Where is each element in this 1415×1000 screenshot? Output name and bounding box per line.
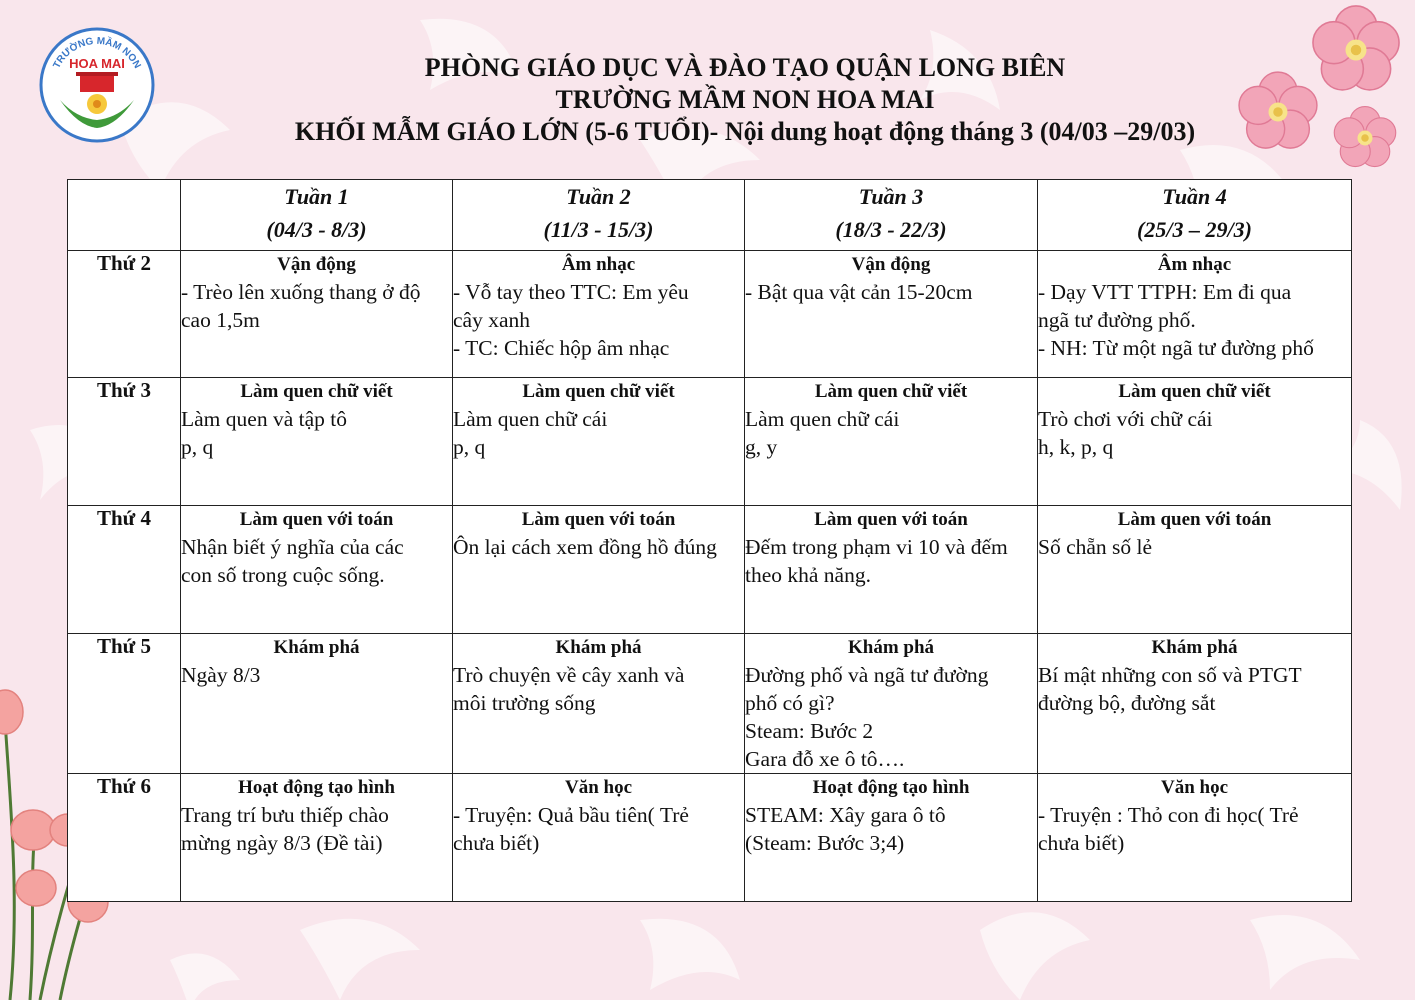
activity-detail: - Truyện: Quả bầu tiên( Trẻ bbox=[453, 803, 689, 827]
table-row bbox=[68, 506, 1352, 634]
activity-detail: Số chẵn số lẻ bbox=[1038, 535, 1153, 559]
activity-detail: ngã tư đường phố. bbox=[1038, 308, 1196, 332]
activity-cell bbox=[181, 378, 453, 506]
activity-detail: - Vỗ tay theo TTC: Em yêu bbox=[453, 280, 689, 304]
activity-detail: đường bộ, đường sắt bbox=[1038, 691, 1216, 715]
activity-subject: Làm quen với toán bbox=[239, 509, 394, 530]
activity-subject: Văn học bbox=[564, 777, 633, 798]
activity-cell bbox=[745, 774, 1038, 902]
week-header-1: Tuần 1 (04/3 - 8/3) bbox=[181, 180, 453, 251]
activity-detail: mừng ngày 8/3 (Đề tài) bbox=[181, 831, 383, 855]
school-title: TRƯỜNG MẦM NON HOA MAI bbox=[555, 85, 935, 114]
activity-detail: - Dạy VTT TTPH: Em đi qua bbox=[1038, 280, 1292, 304]
activity-subject: Làm quen chữ viết bbox=[240, 381, 393, 402]
logo-name: HOA MAI bbox=[69, 56, 125, 71]
activity-subject: Hoạt động tạo hình bbox=[238, 777, 395, 798]
activity-schedule-table bbox=[67, 179, 1352, 902]
activity-cell bbox=[1038, 506, 1352, 634]
activity-detail: p, q bbox=[181, 435, 214, 459]
activity-subject: Làm quen chữ viết bbox=[522, 381, 675, 402]
activity-detail: Steam: Bước 2 bbox=[745, 719, 874, 743]
activity-cell bbox=[453, 378, 745, 506]
table-row bbox=[68, 251, 1352, 378]
table-header-row bbox=[68, 180, 1352, 251]
activity-detail: chưa biết) bbox=[453, 831, 540, 855]
week-header-2: Tuần 2 (11/3 - 15/3) bbox=[453, 180, 745, 251]
activity-subject: Vận động bbox=[851, 254, 931, 275]
activity-subject: Khám phá bbox=[555, 637, 642, 658]
activity-detail: Ôn lại cách xem đồng hồ đúng bbox=[453, 535, 717, 559]
activity-detail: cây xanh bbox=[453, 308, 531, 332]
activity-detail: (Steam: Bước 3;4) bbox=[745, 831, 905, 855]
activity-detail: - Truyện : Thỏ con đi học( Trẻ bbox=[1038, 803, 1299, 827]
activity-detail: cao 1,5m bbox=[181, 308, 260, 332]
activity-detail: Trò chuyện về cây xanh và bbox=[453, 663, 685, 687]
activity-detail: Đường phố và ngã tư đường bbox=[745, 663, 989, 687]
activity-detail: h, k, p, q bbox=[1038, 435, 1114, 459]
activity-cell bbox=[453, 506, 745, 634]
activity-detail: p, q bbox=[453, 435, 486, 459]
activity-detail: Ngày 8/3 bbox=[181, 663, 261, 687]
activity-detail: con số trong cuộc sống. bbox=[181, 563, 385, 587]
activity-detail: Nhận biết ý nghĩa của các bbox=[181, 535, 404, 559]
activity-subject: Vận động bbox=[277, 254, 356, 275]
activity-cell bbox=[181, 774, 453, 902]
activity-detail: - NH: Từ một ngã tư đường phố bbox=[1038, 336, 1314, 360]
activity-subject: Khám phá bbox=[273, 637, 360, 658]
day-label: Thứ 6 bbox=[68, 774, 181, 902]
activity-cell bbox=[1038, 774, 1352, 902]
activity-subject: Khám phá bbox=[1151, 637, 1238, 658]
activity-detail: Trang trí bưu thiếp chào bbox=[181, 803, 389, 827]
activity-detail: Gara đỗ xe ô tô…. bbox=[745, 747, 905, 771]
activity-subject: Làm quen chữ viết bbox=[1118, 381, 1271, 402]
activity-subject: Hoạt động tạo hình bbox=[812, 777, 970, 798]
activity-subject: Khám phá bbox=[847, 637, 935, 658]
activity-subject: Làm quen với toán bbox=[521, 509, 676, 530]
activity-detail: - TC: Chiếc hộp âm nhạc bbox=[453, 336, 670, 360]
activity-subject: Làm quen với toán bbox=[814, 509, 968, 530]
plan-title: KHỐI MẪM GIÁO LỚN (5-6 TUỔI)- Nội dung hoạt động tháng 3 (04/03 –29/03) bbox=[294, 117, 1196, 146]
activity-cell bbox=[181, 634, 453, 774]
day-label: Thứ 4 bbox=[68, 506, 181, 634]
activity-detail: Làm quen và tập tô bbox=[181, 407, 347, 431]
activity-cell bbox=[1038, 378, 1352, 506]
activity-detail: phố có gì? bbox=[745, 691, 835, 715]
activity-detail: Làm quen chữ cái bbox=[745, 407, 900, 431]
activity-detail: Làm quen chữ cái bbox=[453, 407, 608, 431]
activity-detail: STEAM: Xây gara ô tô bbox=[745, 803, 946, 827]
activity-cell bbox=[1038, 251, 1352, 378]
activity-detail: Trò chơi với chữ cái bbox=[1038, 407, 1213, 431]
activity-cell bbox=[1038, 634, 1352, 774]
activity-detail: theo khả năng. bbox=[745, 563, 871, 587]
table-row bbox=[68, 634, 1352, 774]
activity-detail: g, y bbox=[745, 435, 778, 459]
day-label: Thứ 2 bbox=[68, 251, 181, 378]
activity-cell bbox=[453, 774, 745, 902]
activity-subject: Làm quen chữ viết bbox=[814, 381, 968, 402]
page-header bbox=[0, 52, 1415, 148]
week-header-3: Tuần 3 (18/3 - 22/3) bbox=[745, 180, 1038, 251]
corner-cell bbox=[68, 180, 181, 251]
table-row bbox=[68, 378, 1352, 506]
activity-cell bbox=[453, 634, 745, 774]
day-label: Thứ 3 bbox=[68, 378, 181, 506]
activity-subject: Làm quen với toán bbox=[1117, 509, 1272, 530]
activity-cell bbox=[745, 634, 1038, 774]
activity-detail: - Bật qua vật cản 15-20cm bbox=[745, 280, 973, 304]
activity-cell bbox=[181, 251, 453, 378]
activity-subject: Âm nhạc bbox=[561, 254, 636, 275]
department-title: PHÒNG GIÁO DỤC VÀ ĐÀO TẠO QUẬN LONG BIÊN bbox=[424, 53, 1066, 82]
activity-detail: - Trèo lên xuống thang ở độ bbox=[181, 280, 421, 304]
week-header-4: Tuần 4 (25/3 – 29/3) bbox=[1038, 180, 1352, 251]
activity-cell bbox=[745, 506, 1038, 634]
activity-cell bbox=[453, 251, 745, 378]
activity-cell bbox=[745, 378, 1038, 506]
activity-detail: Đếm trong phạm vi 10 và đếm bbox=[745, 535, 1008, 559]
activity-cell bbox=[745, 251, 1038, 378]
table-row bbox=[68, 774, 1352, 902]
activity-subject: Văn học bbox=[1160, 777, 1229, 798]
svg-text:TRƯỜNG MẦM NON: TRƯỜNG MẦM NON bbox=[51, 35, 143, 71]
activity-detail: Bí mật những con số và PTGT bbox=[1038, 663, 1302, 687]
activity-detail: môi trường sống bbox=[453, 691, 596, 715]
day-label: Thứ 5 bbox=[68, 634, 181, 774]
activity-cell bbox=[181, 506, 453, 634]
activity-subject: Âm nhạc bbox=[1157, 254, 1232, 275]
activity-detail: chưa biết) bbox=[1038, 831, 1125, 855]
